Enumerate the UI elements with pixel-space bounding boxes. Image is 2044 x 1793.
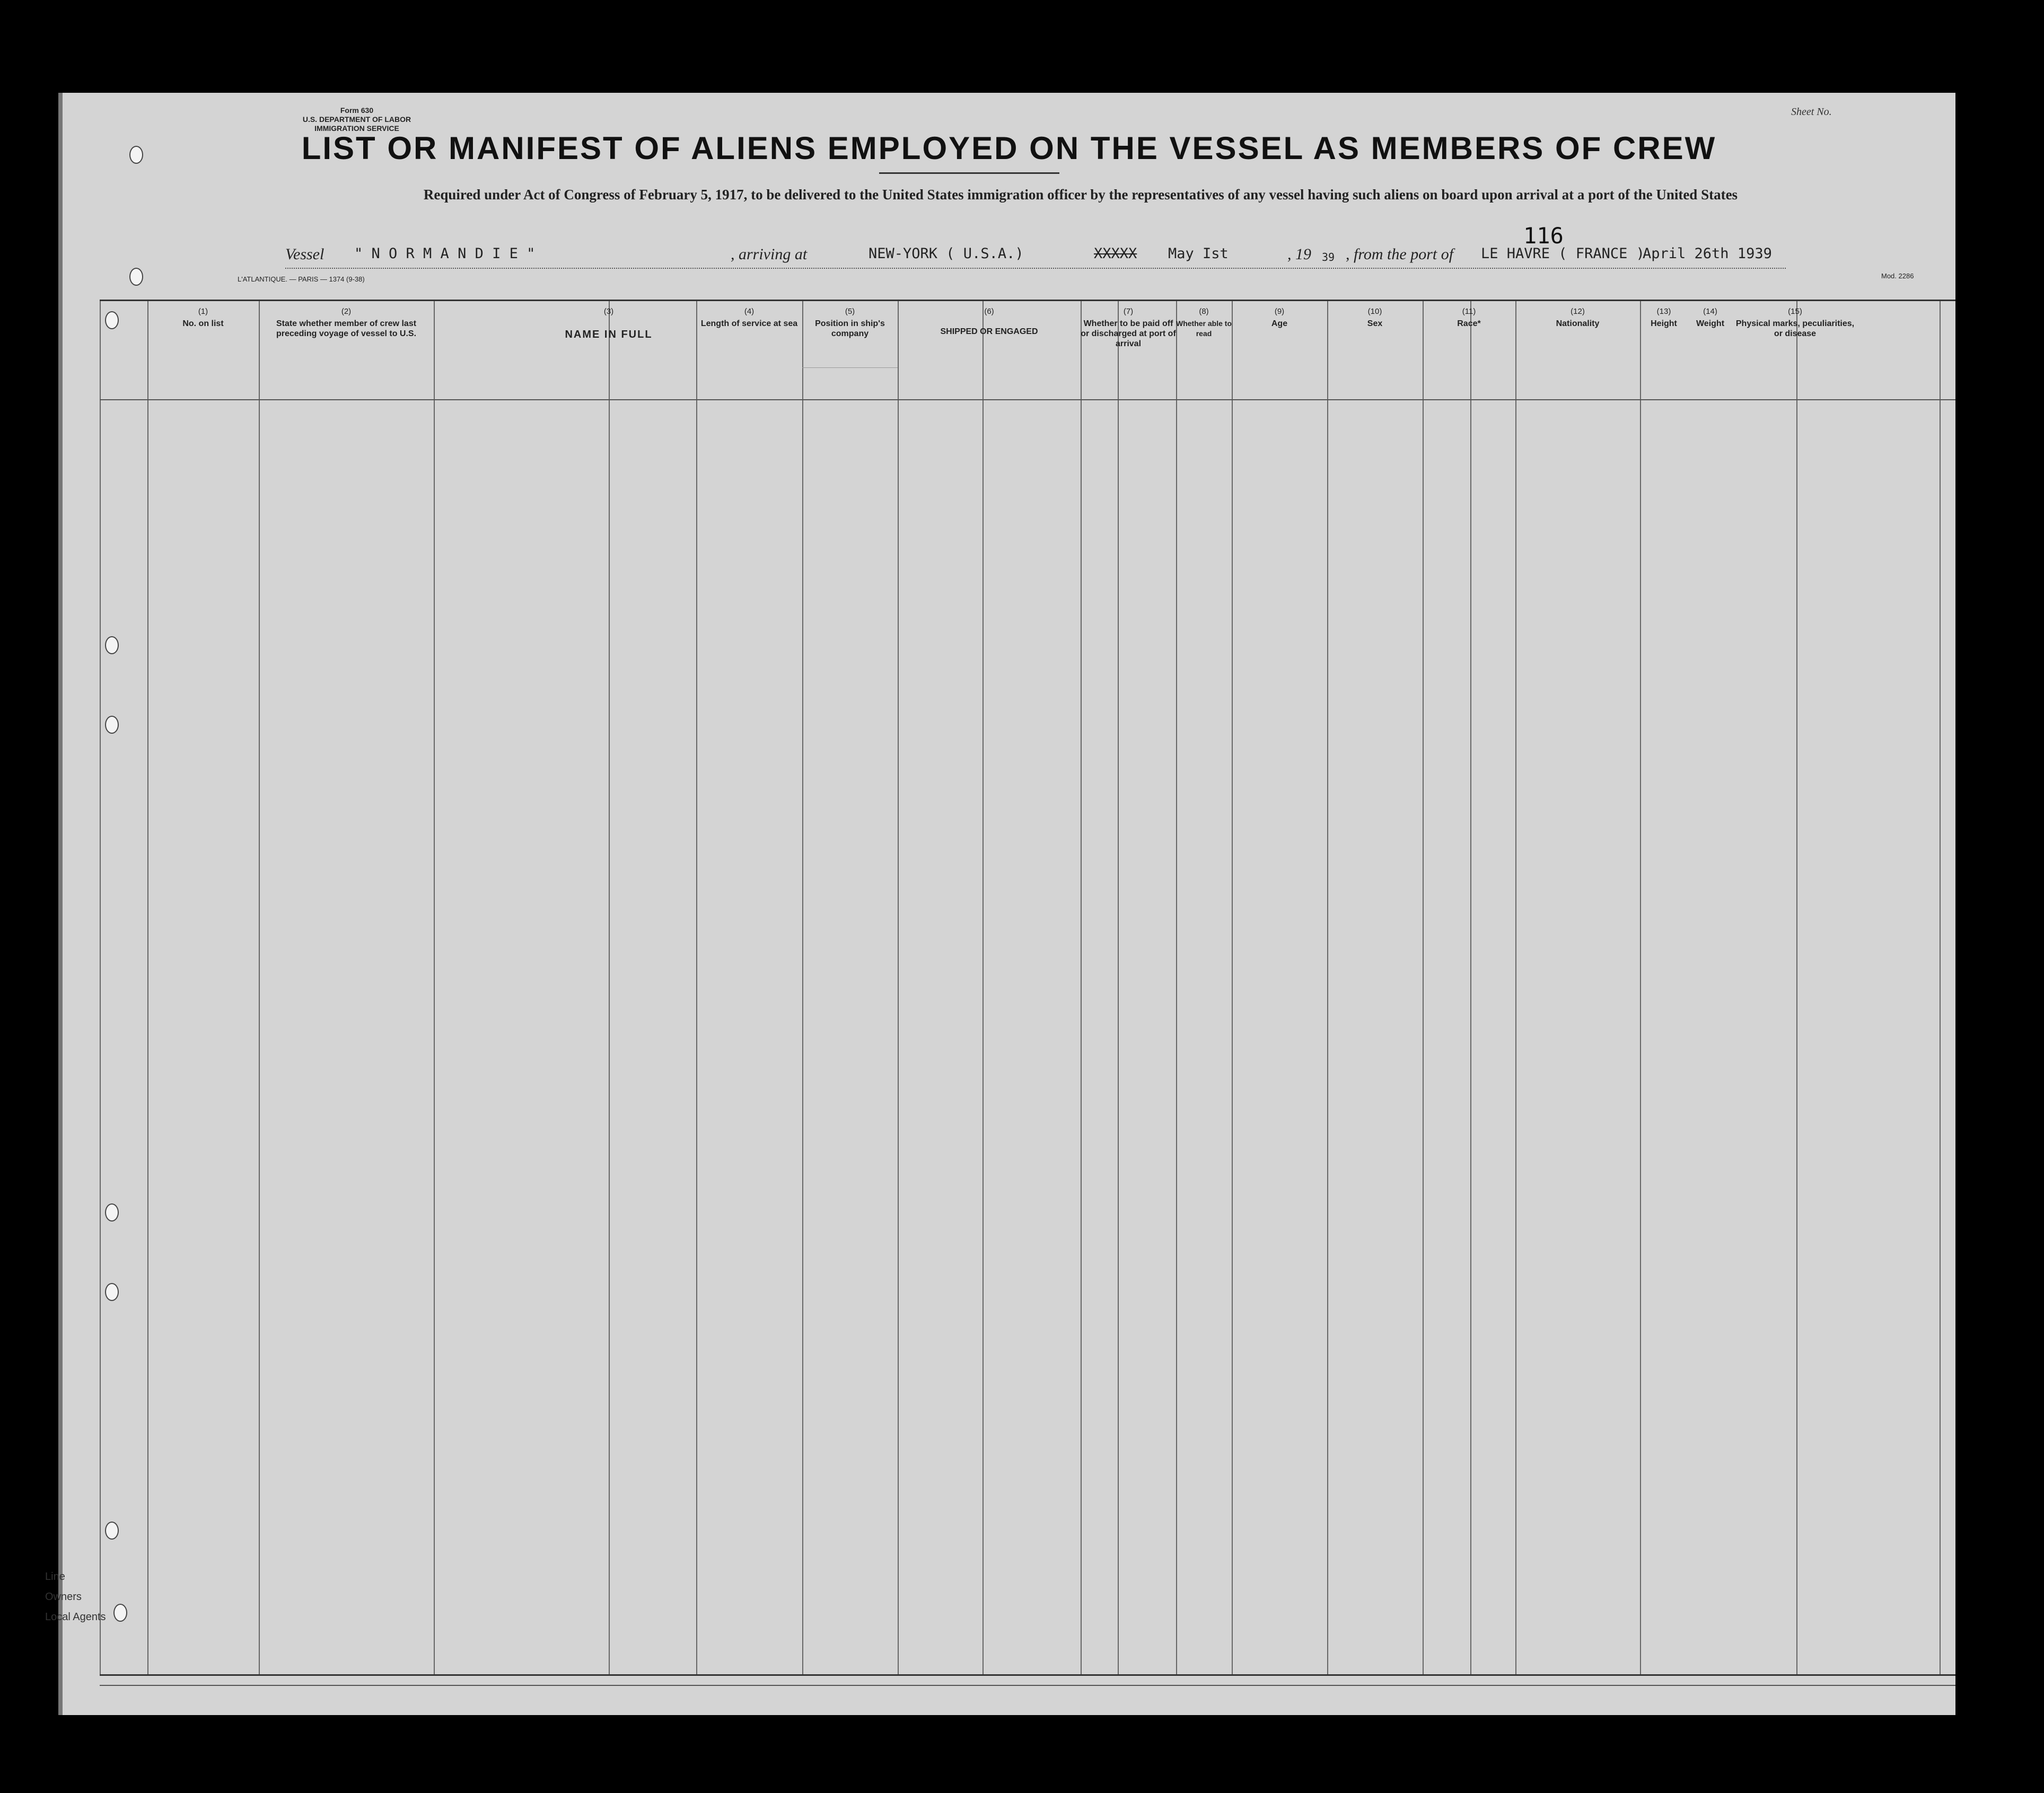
from-label: , from the port of xyxy=(1346,245,1454,263)
column-rule xyxy=(1640,301,1641,1674)
struck-word: XXXXX xyxy=(1094,245,1137,262)
column-rule xyxy=(1081,301,1082,1674)
year-prefix: , 19 xyxy=(1287,245,1311,263)
year-suffix: 39 xyxy=(1322,251,1335,263)
col-header-13: (13) Height xyxy=(1651,307,1677,328)
column-rule xyxy=(898,301,899,1674)
vessel-underline xyxy=(285,268,1786,269)
manifest-sheet xyxy=(58,93,1955,1715)
local-agents-label: Local Agents xyxy=(45,1611,106,1623)
col-header-2: (2) State whether member of crew last preceding voyage of vessel to U.S. xyxy=(276,307,417,338)
column-rule xyxy=(1327,301,1328,1674)
departure-date: April 26th 1939 xyxy=(1643,245,1772,262)
footer-labels xyxy=(45,1567,106,1627)
col-header-12: (12) Nationality xyxy=(1556,307,1600,328)
col-header-6: (6) SHIPPED OR ENGAGED xyxy=(940,307,1038,336)
col-header-7: (7) Whether to be paid off or discharged at port of arrival xyxy=(1081,307,1176,348)
service-name: IMMIGRATION SERVICE xyxy=(314,124,399,133)
shipped-subheader-rule xyxy=(802,367,898,368)
document-title: LIST OR MANIFEST OF ALIENS EMPLOYED ON THE VESSEL AS MEMBERS OF CREW xyxy=(301,130,1717,166)
column-rule xyxy=(434,301,435,1674)
column-rule xyxy=(1118,301,1119,1674)
column-rule xyxy=(802,301,803,1674)
col-header-11: (11) Race* xyxy=(1457,307,1481,328)
col-header-10: (10) Sex xyxy=(1367,307,1383,328)
column-rule xyxy=(1515,301,1516,1674)
arriving-label: , arriving at xyxy=(731,245,808,263)
col-header-4: (4) Length of service at sea xyxy=(700,307,798,328)
column-rule xyxy=(1232,301,1233,1674)
punch-hole xyxy=(129,268,143,286)
form-number: Form 630 xyxy=(340,106,374,115)
vessel-label: Vessel xyxy=(285,245,324,263)
column-rule xyxy=(1940,301,1941,1674)
table-bottom-rule xyxy=(100,1685,1955,1686)
crew-table xyxy=(100,300,1955,1676)
col-header-14: (14) Weight xyxy=(1696,307,1725,328)
column-rule xyxy=(982,301,984,1674)
column-rule xyxy=(1423,301,1424,1674)
from-port: LE HAVRE ( FRANCE ) xyxy=(1481,245,1645,262)
col-header-5: (5) Position in ship's company xyxy=(815,307,885,338)
column-rule xyxy=(100,301,101,1674)
form-identifier xyxy=(245,106,468,133)
column-rule xyxy=(1796,301,1797,1674)
col-header-1: (1) No. on list xyxy=(182,307,224,328)
sheet-label: Sheet No. xyxy=(1791,106,1832,118)
punch-hole xyxy=(129,146,143,164)
owners-label: Owners xyxy=(45,1591,82,1603)
model-number: Mod. 2286 xyxy=(1881,272,1914,280)
printer-imprint: L'ATLANTIQUE. — PARIS — 1374 (9-38) xyxy=(238,275,365,283)
column-rule xyxy=(259,301,260,1674)
title-divider xyxy=(879,172,1059,174)
column-rule xyxy=(609,301,610,1674)
col-header-15: (15) Physical marks, peculiarities, or disease xyxy=(1735,307,1855,338)
line-label: Line xyxy=(45,1571,65,1583)
sheet-number: 116 xyxy=(1523,223,1564,249)
column-rule xyxy=(147,301,148,1674)
column-rule xyxy=(1470,301,1471,1674)
header-bottom-rule xyxy=(100,399,1955,400)
requirement-text: Required under Act of Congress of February 5, 1917, to be delivered to the United States immigration officer by the representatives of any vessel having such aliens on board upon arrival at a port of the United States xyxy=(423,187,1738,203)
col-header-3: (3) NAME IN FULL xyxy=(565,307,653,340)
col-header-8: (8) Whether able to read xyxy=(1176,307,1232,338)
arriving-port: NEW-YORK ( U.S.A.) xyxy=(869,245,1024,262)
arrival-date: May Ist xyxy=(1168,245,1229,262)
department-name: U.S. DEPARTMENT OF LABOR xyxy=(302,115,411,124)
column-rule xyxy=(1176,301,1177,1674)
col-header-9: (9) Age xyxy=(1271,307,1288,328)
vessel-name: " N O R M A N D I E " xyxy=(354,245,536,262)
column-rule xyxy=(696,301,697,1674)
